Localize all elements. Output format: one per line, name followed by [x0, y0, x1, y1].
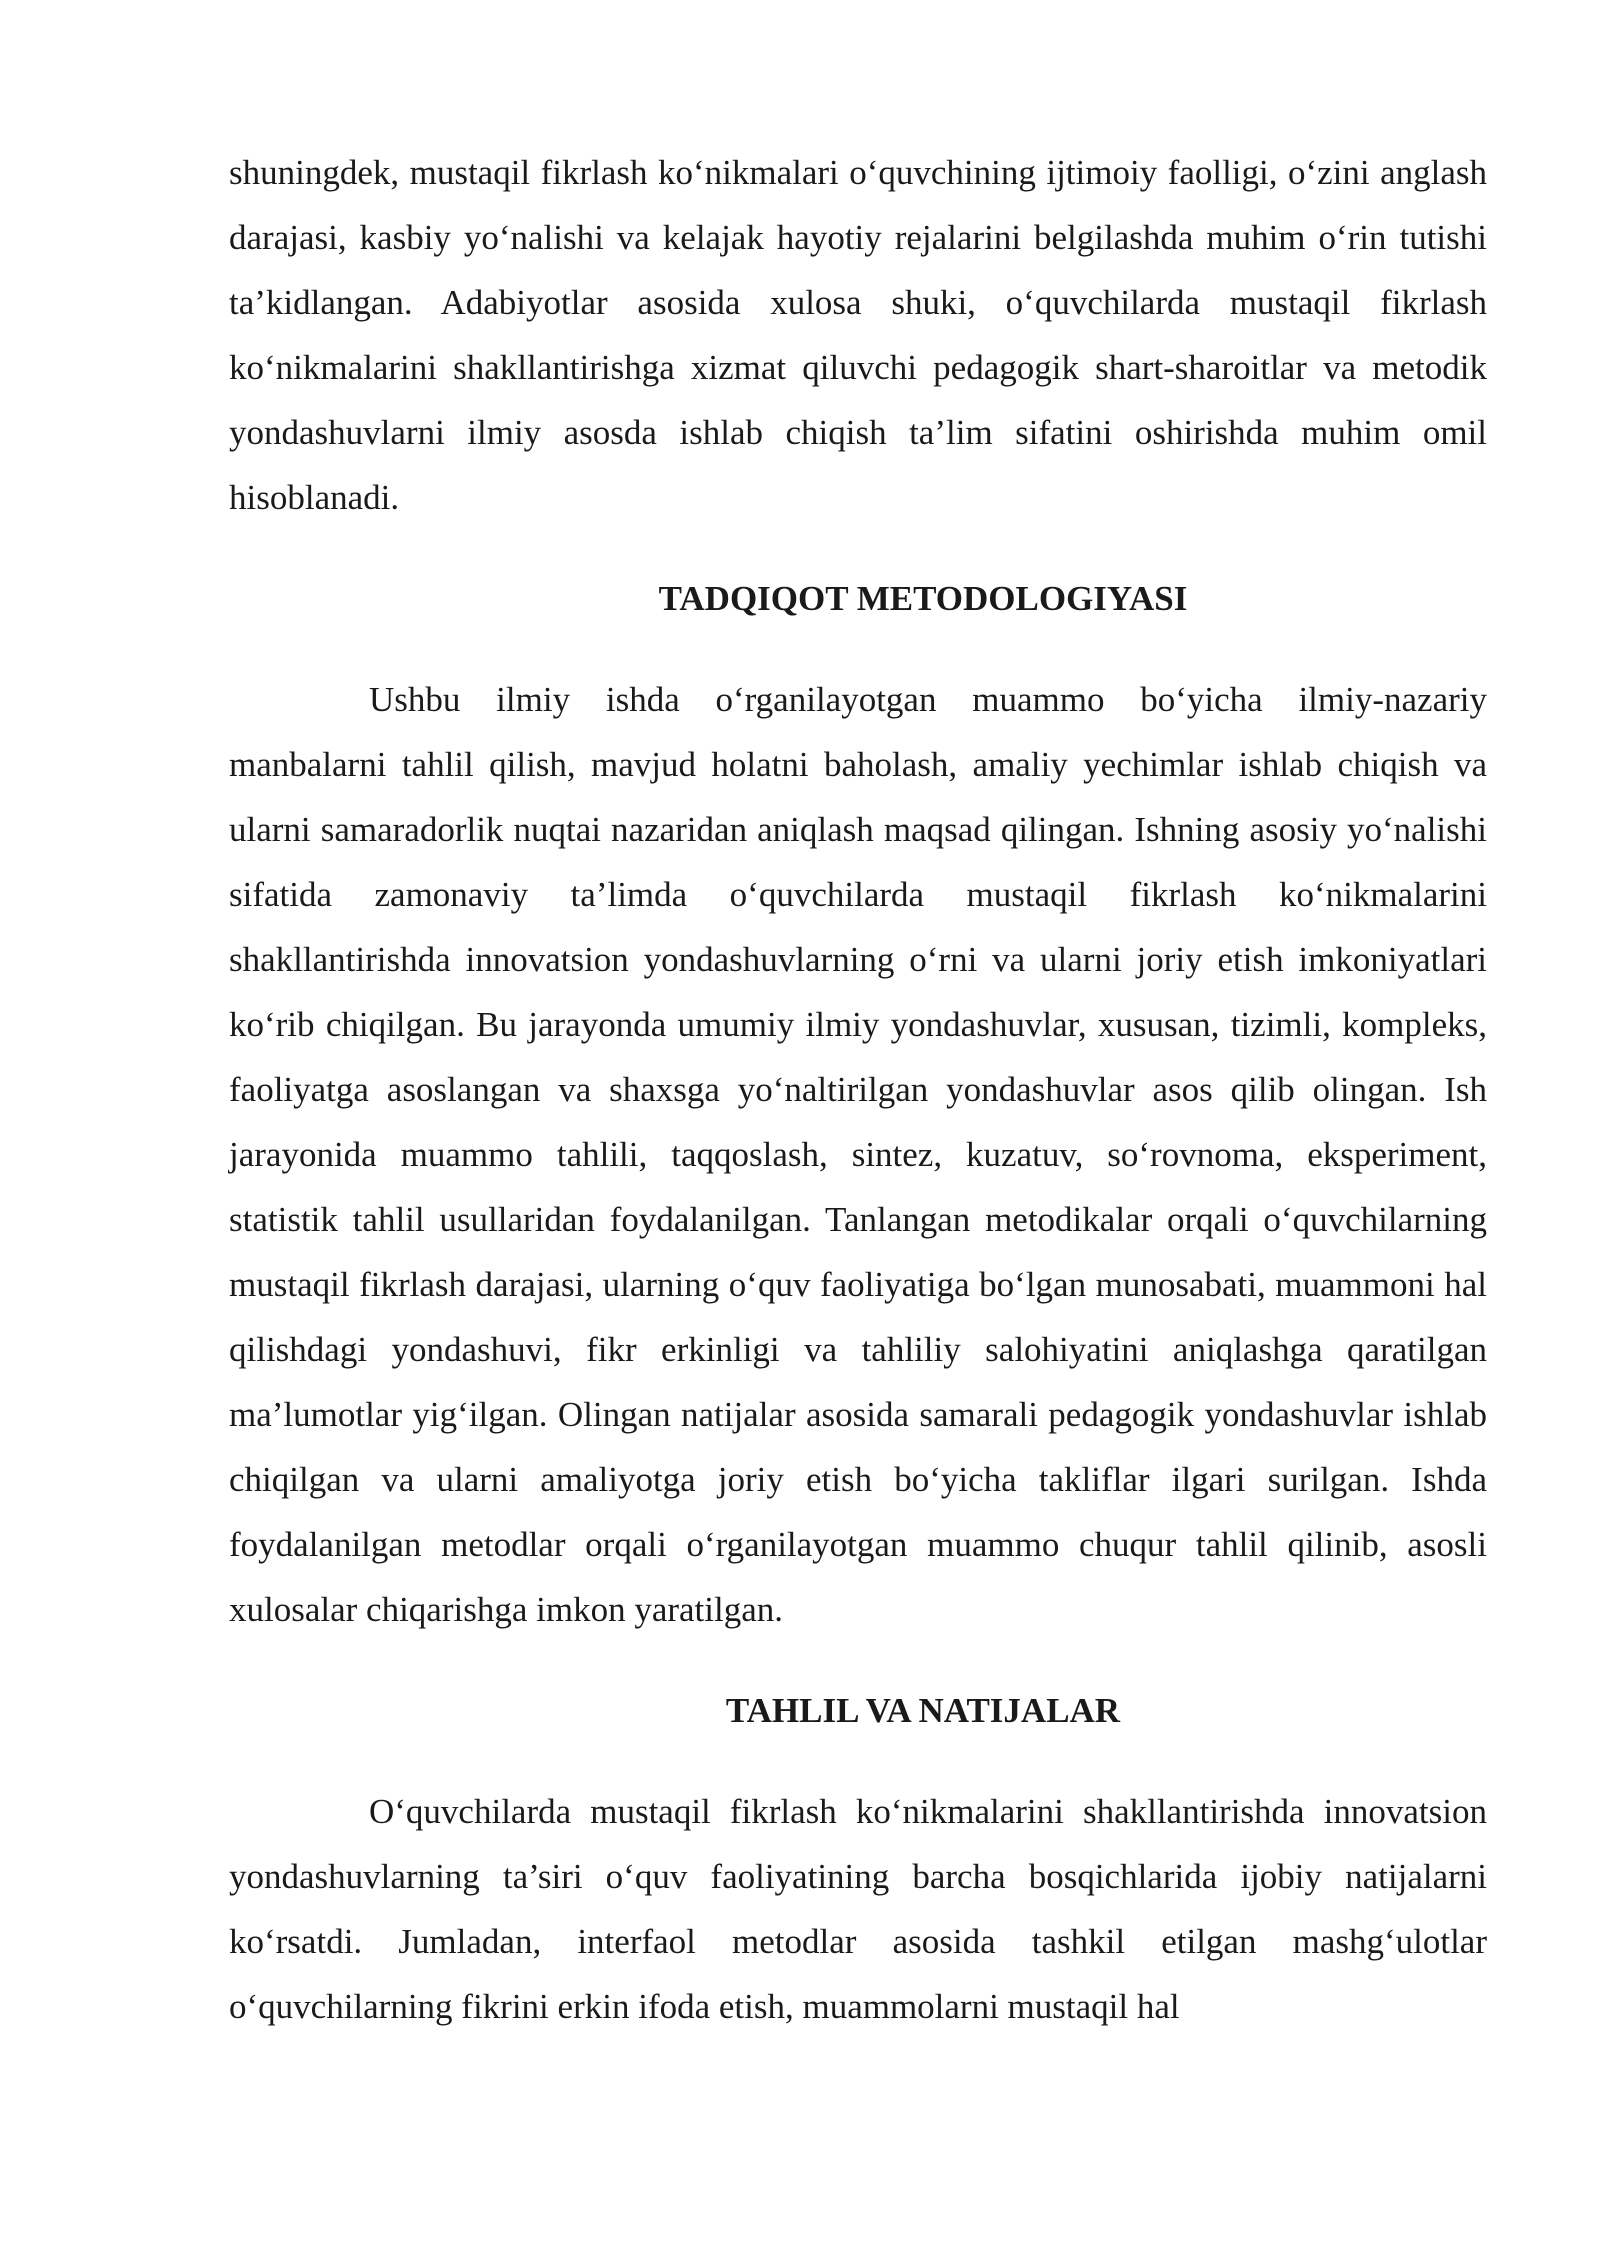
document-page	[229, 140, 1487, 2039]
heading-analysis-results: TAHLIL VA NATIJALAR	[725, 1691, 1121, 1730]
paragraph-intro-continuation: shuningdek, mustaqil fikrlash ko‘nikmalari o‘quvchining ijtimoiy faolligi, o‘zini anglash darajasi, kasbiy yo‘nalishi va kelajak hayotiy rejalarini belgilashda muhim o‘rin tutishi ta’kidlangan. Adabiyotlar asosida xulosa shuki, o‘quvchilarda mustaqil fikrlash ko‘nikmalarini shakllantirishga xizmat qiluvchi pedagogik shart-sharoitlar va metodik yondashuvlarni ilmiy asosda ishlab chiqish ta’lim sifatini oshirishda muhim omil hisoblanadi.	[229, 153, 1487, 517]
paragraph-methodology: Ushbu ilmiy ishda o‘rganilayotgan muammo bo‘yicha ilmiy-nazariy manbalarni tahlil qilish, mavjud holatni baholash, amaliy yechimlar ishlab chiqish va ularni samaradorlik nuqtai nazaridan aniqlash maqsad qilingan. Ishning asosiy yo‘nalishi sifatida zamonaviy ta’limda o‘quvchilarda mustaqil fikrlash ko‘nikmalarini shakllantirishda innovatsion yondashuvlarning o‘rni va ularni joriy etish imkoniyatlari ko‘rib chiqilgan. Bu jarayonda umumiy ilmiy yondashuvlar, xususan, tizimli, kompleks, faoliyatga asoslangan va shaxsga yo‘naltirilgan yondashuvlar asos qilib olingan. Ish jarayonida muammo tahlili, taqqoslash, sintez, kuzatuv, so‘rovnoma, eksperiment, statistik tahlil usullaridan foydalanilgan. Tanlangan metodikalar orqali o‘quvchilarning mustaqil fikrlash darajasi, ularning o‘quv faoliyatiga bo‘lgan munosabati, muammoni hal qilishdagi yondashuvi, fikr erkinligi va tahliliy salohiyatini aniqlashga qaratilgan ma’lumotlar yig‘ilgan. Olingan natijalar asosida samarali pedagogik yondashuvlar ishlab chiqilgan va ularni amaliyotga joriy etish bo‘yicha takliflar ilgari surilgan. Ishda foydalanilgan metodlar orqali o‘rganilayotgan muammo chuqur tahlil qilinib, asosli xulosalar chiqarishga imkon yaratilgan.	[229, 680, 1487, 1629]
heading-research-methodology: TADQIQOT METODOLOGIYASI	[658, 579, 1188, 618]
paragraph-results: O‘quvchilarda mustaqil fikrlash ko‘nikmalarini shakllantirishda innovatsion yondashuvlarning ta’siri o‘quv faoliyatining barcha bosqichlarida ijobiy natijalarni ko‘rsatdi. Jumladan, interfaol metodlar asosida tashkil etilgan mashg‘ulotlar o‘quvchilarning fikrini erkin ifoda etish, muammolarni mustaqil hal	[229, 1792, 1487, 2026]
